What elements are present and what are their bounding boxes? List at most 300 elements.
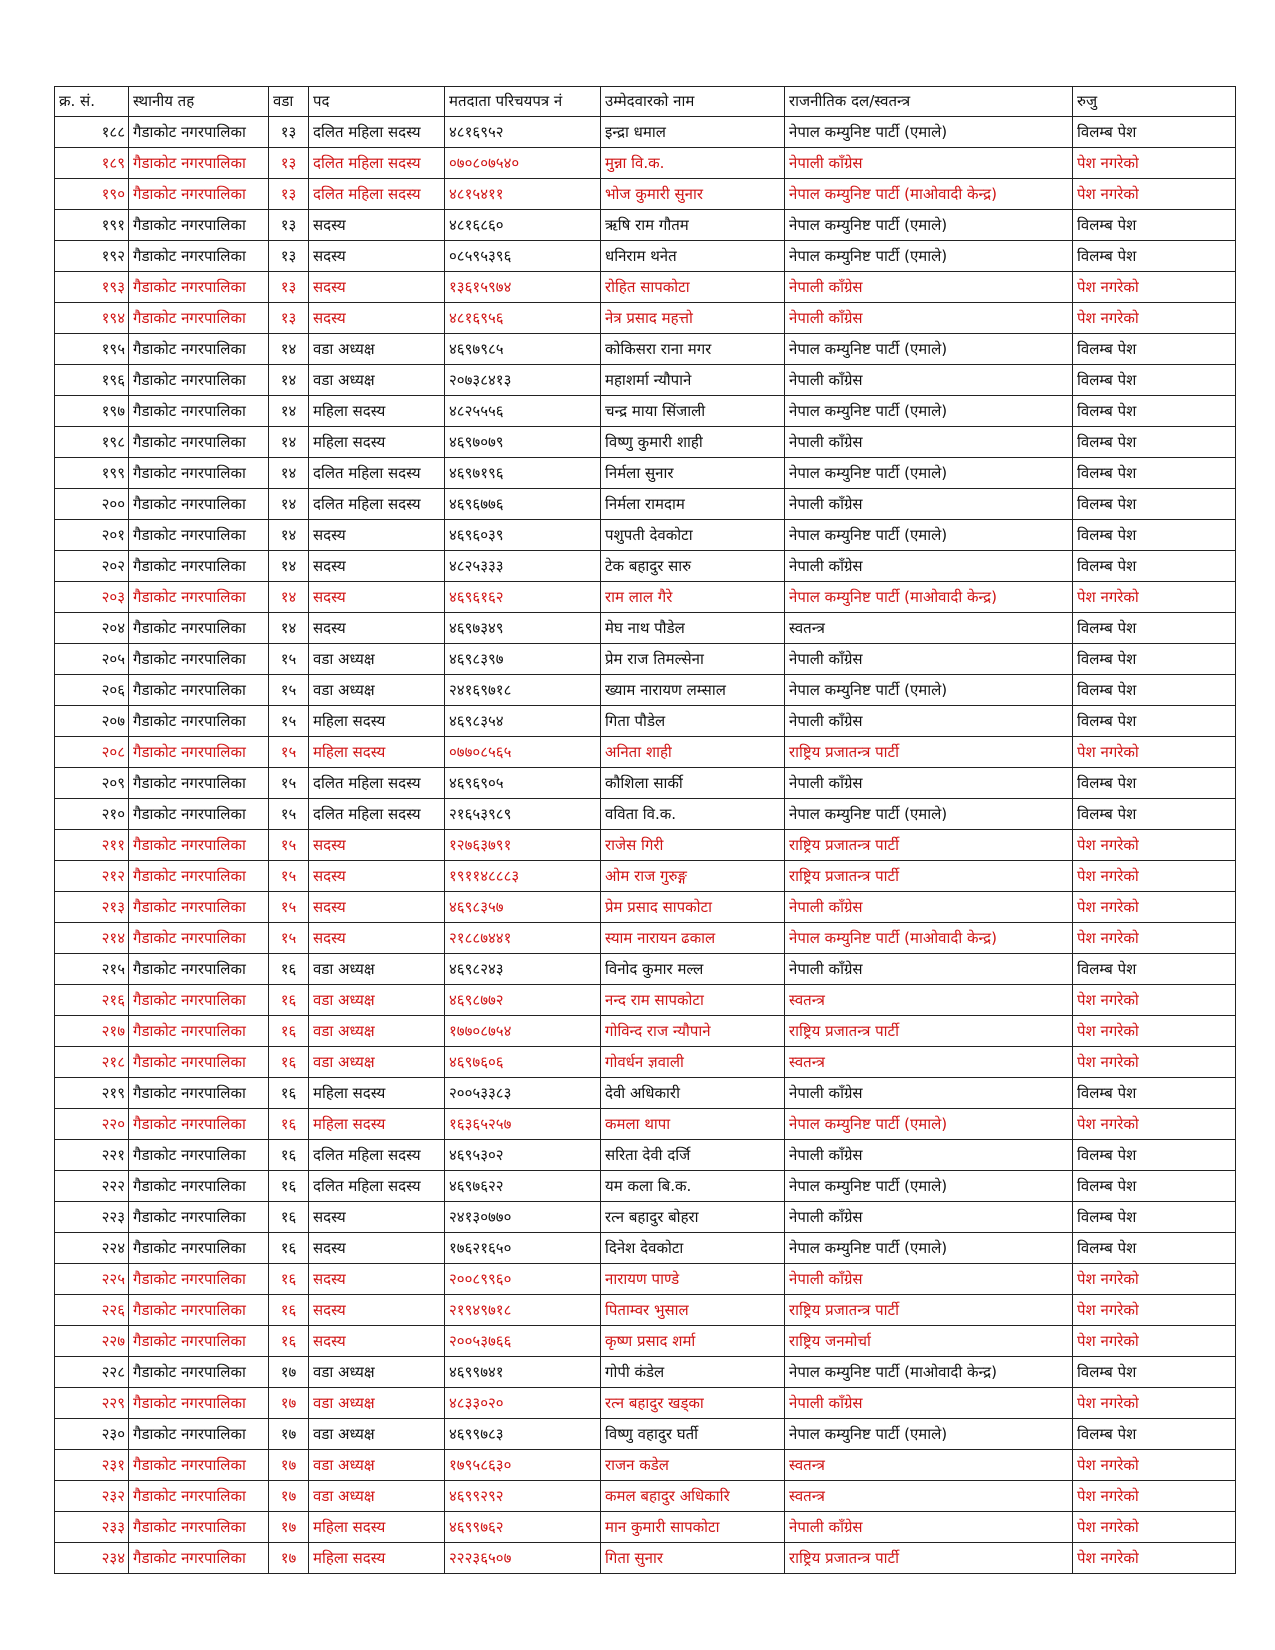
cell-candidate-name: ओम राज गुरुङ्ग [601, 861, 785, 892]
table-row [55, 241, 1236, 272]
cell-party: नेपाल कम्युनिष्ट पार्टी (एमाले) [785, 458, 1073, 489]
cell-serial-no: २१४ [55, 923, 129, 954]
cell-post: महिला सदस्य [309, 737, 445, 768]
table-row [55, 985, 1236, 1016]
cell-status: विलम्ब पेश [1073, 334, 1236, 365]
cell-ward: १५ [269, 892, 309, 923]
cell-voter-id: ४६९८२४३ [445, 954, 601, 985]
cell-local-level: गैडाकोट नगरपालिका [129, 1357, 269, 1388]
cell-serial-no: १९४ [55, 303, 129, 334]
cell-voter-id: ४८१६९५२ [445, 117, 601, 148]
cell-voter-id: ०८५९५३९६ [445, 241, 601, 272]
table-row [55, 644, 1236, 675]
cell-local-level: गैडाकोट नगरपालिका [129, 1078, 269, 1109]
cell-party: नेपाल कम्युनिष्ट पार्टी (एमाले) [785, 520, 1073, 551]
cell-serial-no: १९९ [55, 458, 129, 489]
cell-post: दलित महिला सदस्य [309, 458, 445, 489]
cell-post: सदस्य [309, 892, 445, 923]
cell-candidate-name: ख्याम नारायण लम्साल [601, 675, 785, 706]
table-row [55, 1047, 1236, 1078]
cell-local-level: गैडाकोट नगरपालिका [129, 644, 269, 675]
cell-status: विलम्ब पेश [1073, 1078, 1236, 1109]
cell-status: विलम्ब पेश [1073, 1171, 1236, 1202]
cell-local-level: गैडाकोट नगरपालिका [129, 1047, 269, 1078]
cell-post: सदस्य [309, 861, 445, 892]
cell-status: विलम्ब पेश [1073, 1140, 1236, 1171]
cell-party: नेपाल कम्युनिष्ट पार्टी (माओवादी केन्द्र) [785, 179, 1073, 210]
table-row [55, 1233, 1236, 1264]
cell-voter-id: २००५३७६६ [445, 1326, 601, 1357]
cell-ward: १५ [269, 768, 309, 799]
cell-party: नेपाली काँग्रेस [785, 365, 1073, 396]
cell-voter-id: ४६९७९८५ [445, 334, 601, 365]
cell-candidate-name: नारायण पाण्डे [601, 1264, 785, 1295]
cell-status: विलम्ब पेश [1073, 210, 1236, 241]
cell-ward: १६ [269, 1109, 309, 1140]
cell-local-level: गैडाकोट नगरपालिका [129, 1512, 269, 1543]
cell-status: पेश नगरेको [1073, 1388, 1236, 1419]
cell-serial-no: २२७ [55, 1326, 129, 1357]
cell-status: पेश नगरेको [1073, 1264, 1236, 1295]
cell-status: पेश नगरेको [1073, 582, 1236, 613]
cell-ward: १७ [269, 1481, 309, 1512]
cell-voter-id: ४६९८३९७ [445, 644, 601, 675]
cell-party: नेपाल कम्युनिष्ट पार्टी (एमाले) [785, 396, 1073, 427]
cell-post: दलित महिला सदस्य [309, 1171, 445, 1202]
cell-local-level: गैडाकोट नगरपालिका [129, 148, 269, 179]
cell-party: नेपाली काँग्रेस [785, 1202, 1073, 1233]
cell-local-level: गैडाकोट नगरपालिका [129, 1543, 269, 1574]
cell-status: विलम्ब पेश [1073, 1202, 1236, 1233]
cell-post: सदस्य [309, 303, 445, 334]
table-row [55, 892, 1236, 923]
cell-post: दलित महिला सदस्य [309, 768, 445, 799]
cell-serial-no: २२५ [55, 1264, 129, 1295]
cell-party: नेपाली काँग्रेस [785, 551, 1073, 582]
cell-candidate-name: महाशर्मा न्यौपाने [601, 365, 785, 396]
cell-party: नेपाल कम्युनिष्ट पार्टी (माओवादी केन्द्र) [785, 923, 1073, 954]
cell-voter-id: ४८३३०२० [445, 1388, 601, 1419]
cell-local-level: गैडाकोट नगरपालिका [129, 985, 269, 1016]
cell-local-level: गैडाकोट नगरपालिका [129, 1419, 269, 1450]
table-row [55, 799, 1236, 830]
cell-candidate-name: राजन कडेल [601, 1450, 785, 1481]
cell-voter-id: ४६९९७६२ [445, 1512, 601, 1543]
cell-status: पेश नगरेको [1073, 1047, 1236, 1078]
cell-local-level: गैडाकोट नगरपालिका [129, 737, 269, 768]
cell-voter-id: २१८८७४४१ [445, 923, 601, 954]
cell-post: वडा अध्यक्ष [309, 1388, 445, 1419]
table-row [55, 1450, 1236, 1481]
cell-voter-id: २००८९९६० [445, 1264, 601, 1295]
cell-serial-no: २२८ [55, 1357, 129, 1388]
cell-post: सदस्य [309, 1202, 445, 1233]
cell-serial-no: २०८ [55, 737, 129, 768]
cell-voter-id: ४६९९७४१ [445, 1357, 601, 1388]
cell-party: नेपाल कम्युनिष्ट पार्टी (एमाले) [785, 117, 1073, 148]
table-row [55, 582, 1236, 613]
cell-ward: १६ [269, 954, 309, 985]
cell-ward: १६ [269, 1078, 309, 1109]
cell-candidate-name: राम लाल गैरे [601, 582, 785, 613]
cell-ward: १४ [269, 396, 309, 427]
cell-candidate-name: कौशिला सार्की [601, 768, 785, 799]
cell-post: महिला सदस्य [309, 1543, 445, 1574]
cell-serial-no: २१९ [55, 1078, 129, 1109]
cell-serial-no: १८९ [55, 148, 129, 179]
cell-post: सदस्य [309, 210, 445, 241]
cell-post: सदस्य [309, 1326, 445, 1357]
cell-local-level: गैडाकोट नगरपालिका [129, 954, 269, 985]
cell-ward: १३ [269, 272, 309, 303]
cell-candidate-name: चन्द्र माया सिंजाली [601, 396, 785, 427]
table-row [55, 1357, 1236, 1388]
cell-status: पेश नगरेको [1073, 985, 1236, 1016]
cell-ward: १४ [269, 582, 309, 613]
cell-candidate-name: प्रेम प्रसाद सापकोटा [601, 892, 785, 923]
cell-local-level: गैडाकोट नगरपालिका [129, 489, 269, 520]
cell-party: नेपाल कम्युनिष्ट पार्टी (एमाले) [785, 1233, 1073, 1264]
cell-serial-no: २१८ [55, 1047, 129, 1078]
cell-party: स्वतन्त्र [785, 613, 1073, 644]
table-row [55, 706, 1236, 737]
cell-ward: १६ [269, 1140, 309, 1171]
cell-party: राष्ट्रिय जनमोर्चा [785, 1326, 1073, 1357]
cell-voter-id: १७९५८६३० [445, 1450, 601, 1481]
cell-candidate-name: इन्द्रा धमाल [601, 117, 785, 148]
cell-candidate-name: गोपी कंडेल [601, 1357, 785, 1388]
cell-ward: १४ [269, 365, 309, 396]
cell-serial-no: २०५ [55, 644, 129, 675]
cell-candidate-name: विष्णु कुमारी शाही [601, 427, 785, 458]
cell-candidate-name: नन्द राम सापकोटा [601, 985, 785, 1016]
cell-post: वडा अध्यक्ष [309, 675, 445, 706]
cell-local-level: गैडाकोट नगरपालिका [129, 1016, 269, 1047]
cell-ward: १७ [269, 1450, 309, 1481]
cell-ward: १३ [269, 117, 309, 148]
cell-ward: १४ [269, 520, 309, 551]
table-row [55, 1388, 1236, 1419]
cell-serial-no: २१२ [55, 861, 129, 892]
cell-serial-no: २११ [55, 830, 129, 861]
cell-party: नेपाली काँग्रेस [785, 303, 1073, 334]
cell-party: नेपाली काँग्रेस [785, 427, 1073, 458]
cell-party: नेपाल कम्युनिष्ट पार्टी (एमाले) [785, 675, 1073, 706]
cell-party: नेपाल कम्युनिष्ट पार्टी (एमाले) [785, 799, 1073, 830]
cell-local-level: गैडाकोट नगरपालिका [129, 1171, 269, 1202]
table-row [55, 303, 1236, 334]
cell-post: वडा अध्यक्ष [309, 644, 445, 675]
cell-voter-id: ४८१६८६० [445, 210, 601, 241]
cell-candidate-name: टेक बहादुर सारु [601, 551, 785, 582]
cell-local-level: गैडाकोट नगरपालिका [129, 613, 269, 644]
cell-local-level: गैडाकोट नगरपालिका [129, 241, 269, 272]
header-party: राजनीतिक दल/स्वतन्त्र [785, 87, 1073, 117]
cell-post: वडा अध्यक्ष [309, 1450, 445, 1481]
cell-party: नेपाली काँग्रेस [785, 1140, 1073, 1171]
cell-voter-id: ४६९६९०५ [445, 768, 601, 799]
cell-serial-no: २३२ [55, 1481, 129, 1512]
cell-post: सदस्य [309, 582, 445, 613]
cell-party: राष्ट्रिय प्रजातन्त्र पार्टी [785, 737, 1073, 768]
cell-party: नेपाली काँग्रेस [785, 644, 1073, 675]
cell-status: विलम्ब पेश [1073, 489, 1236, 520]
cell-post: दलित महिला सदस्य [309, 179, 445, 210]
cell-serial-no: २२६ [55, 1295, 129, 1326]
cell-voter-id: ४६९७१९६ [445, 458, 601, 489]
cell-candidate-name: पिताम्वर भुसाल [601, 1295, 785, 1326]
cell-serial-no: २३३ [55, 1512, 129, 1543]
cell-candidate-name: निर्मला सुनार [601, 458, 785, 489]
cell-party: नेपाली काँग्रेस [785, 1512, 1073, 1543]
cell-ward: १७ [269, 1388, 309, 1419]
cell-candidate-name: विष्णु वहादुर घर्ती [601, 1419, 785, 1450]
cell-post: वडा अध्यक्ष [309, 334, 445, 365]
cell-candidate-name: निर्मला रामदाम [601, 489, 785, 520]
table-row [55, 923, 1236, 954]
cell-ward: १७ [269, 1512, 309, 1543]
cell-status: पेश नगरेको [1073, 861, 1236, 892]
cell-status: पेश नगरेको [1073, 179, 1236, 210]
cell-status: विलम्ब पेश [1073, 1419, 1236, 1450]
table-body [55, 117, 1236, 1574]
cell-party: नेपाल कम्युनिष्ट पार्टी (एमाले) [785, 241, 1073, 272]
cell-ward: १६ [269, 1264, 309, 1295]
header-local-level: स्थानीय तह [129, 87, 269, 117]
cell-status: विलम्ब पेश [1073, 1357, 1236, 1388]
cell-local-level: गैडाकोट नगरपालिका [129, 117, 269, 148]
cell-voter-id: १३६१५९७४ [445, 272, 601, 303]
cell-local-level: गैडाकोट नगरपालिका [129, 861, 269, 892]
cell-party: राष्ट्रिय प्रजातन्त्र पार्टी [785, 830, 1073, 861]
cell-candidate-name: धनिराम थनेत [601, 241, 785, 272]
cell-serial-no: २०० [55, 489, 129, 520]
cell-ward: १५ [269, 644, 309, 675]
cell-status: पेश नगरेको [1073, 1512, 1236, 1543]
table-row [55, 675, 1236, 706]
cell-party: स्वतन्त्र [785, 1047, 1073, 1078]
cell-voter-id: १९११४८८८३ [445, 861, 601, 892]
cell-ward: १५ [269, 923, 309, 954]
cell-voter-id: २०७३८४१३ [445, 365, 601, 396]
cell-ward: १४ [269, 334, 309, 365]
cell-status: पेश नगरेको [1073, 737, 1236, 768]
cell-candidate-name: गिता सुनार [601, 1543, 785, 1574]
cell-ward: १५ [269, 675, 309, 706]
table-row [55, 1512, 1236, 1543]
cell-ward: १४ [269, 458, 309, 489]
table-row [55, 520, 1236, 551]
cell-ward: १३ [269, 303, 309, 334]
cell-serial-no: २०२ [55, 551, 129, 582]
cell-serial-no: १९१ [55, 210, 129, 241]
cell-post: सदस्य [309, 272, 445, 303]
cell-ward: १७ [269, 1543, 309, 1574]
cell-post: महिला सदस्य [309, 1078, 445, 1109]
cell-serial-no: २२४ [55, 1233, 129, 1264]
cell-local-level: गैडाकोट नगरपालिका [129, 923, 269, 954]
cell-voter-id: ०७०८०७५४० [445, 148, 601, 179]
cell-serial-no: २०३ [55, 582, 129, 613]
cell-serial-no: २३१ [55, 1450, 129, 1481]
cell-candidate-name: मान कुमारी सापकोटा [601, 1512, 785, 1543]
cell-serial-no: २१३ [55, 892, 129, 923]
table-row [55, 396, 1236, 427]
cell-post: वडा अध्यक्ष [309, 1357, 445, 1388]
header-voter-id: मतदाता परिचयपत्र नं [445, 87, 601, 117]
cell-post: वडा अध्यक्ष [309, 985, 445, 1016]
cell-status: विलम्ब पेश [1073, 954, 1236, 985]
cell-voter-id: ४६९६७७६ [445, 489, 601, 520]
cell-local-level: गैडाकोट नगरपालिका [129, 210, 269, 241]
cell-serial-no: १९५ [55, 334, 129, 365]
cell-ward: १५ [269, 737, 309, 768]
cell-party: राष्ट्रिय प्रजातन्त्र पार्टी [785, 1016, 1073, 1047]
cell-status: पेश नगरेको [1073, 1481, 1236, 1512]
cell-post: महिला सदस्य [309, 427, 445, 458]
cell-candidate-name: गिता पौडेल [601, 706, 785, 737]
cell-candidate-name: कमला थापा [601, 1109, 785, 1140]
cell-voter-id: २४१६९७१८ [445, 675, 601, 706]
table-row [55, 768, 1236, 799]
cell-voter-id: ४८१५४११ [445, 179, 601, 210]
cell-local-level: गैडाकोट नगरपालिका [129, 1450, 269, 1481]
cell-voter-id: १६३६५२५७ [445, 1109, 601, 1140]
cell-candidate-name: कृष्ण प्रसाद शर्मा [601, 1326, 785, 1357]
cell-local-level: गैडाकोट नगरपालिका [129, 675, 269, 706]
cell-post: सदस्य [309, 923, 445, 954]
cell-voter-id: ४६९८७७२ [445, 985, 601, 1016]
cell-party: नेपाली काँग्रेस [785, 489, 1073, 520]
cell-party: नेपाली काँग्रेस [785, 892, 1073, 923]
cell-status: पेश नगरेको [1073, 1016, 1236, 1047]
cell-status: पेश नगरेको [1073, 923, 1236, 954]
cell-post: महिला सदस्य [309, 1512, 445, 1543]
cell-local-level: गैडाकोट नगरपालिका [129, 892, 269, 923]
cell-local-level: गैडाकोट नगरपालिका [129, 1109, 269, 1140]
table-row [55, 272, 1236, 303]
cell-party: नेपाली काँग्रेस [785, 768, 1073, 799]
cell-candidate-name: मुन्ना वि.क. [601, 148, 785, 179]
cell-ward: १६ [269, 1326, 309, 1357]
cell-local-level: गैडाकोट नगरपालिका [129, 520, 269, 551]
header-row [55, 87, 1236, 117]
cell-candidate-name: कमल बहादुर अधिकारि [601, 1481, 785, 1512]
cell-voter-id: २१६५३९८९ [445, 799, 601, 830]
cell-candidate-name: मेघ नाथ पौडेल [601, 613, 785, 644]
cell-serial-no: १९० [55, 179, 129, 210]
cell-status: विलम्ब पेश [1073, 706, 1236, 737]
cell-status: विलम्ब पेश [1073, 675, 1236, 706]
cell-serial-no: २२२ [55, 1171, 129, 1202]
cell-candidate-name: कोकिसरा राना मगर [601, 334, 785, 365]
cell-serial-no: १९६ [55, 365, 129, 396]
cell-local-level: गैडाकोट नगरपालिका [129, 1202, 269, 1233]
cell-status: पेश नगरेको [1073, 303, 1236, 334]
cell-status: विलम्ब पेश [1073, 520, 1236, 551]
cell-serial-no: १९७ [55, 396, 129, 427]
header-post: पद [309, 87, 445, 117]
cell-voter-id: २१९४९७१८ [445, 1295, 601, 1326]
cell-post: सदस्य [309, 1264, 445, 1295]
cell-status: विलम्ब पेश [1073, 613, 1236, 644]
cell-post: दलित महिला सदस्य [309, 1140, 445, 1171]
table-row [55, 117, 1236, 148]
cell-candidate-name: देवी अधिकारी [601, 1078, 785, 1109]
cell-local-level: गैडाकोट नगरपालिका [129, 1295, 269, 1326]
candidate-table [54, 86, 1236, 1574]
cell-status: विलम्ब पेश [1073, 241, 1236, 272]
cell-voter-id: ४६९८३५४ [445, 706, 601, 737]
cell-voter-id: ४८२५५५६ [445, 396, 601, 427]
table-row [55, 1171, 1236, 1202]
table-row [55, 737, 1236, 768]
cell-candidate-name: अनिता शाही [601, 737, 785, 768]
cell-ward: १४ [269, 489, 309, 520]
table-row [55, 1419, 1236, 1450]
cell-status: विलम्ब पेश [1073, 365, 1236, 396]
cell-party: राष्ट्रिय प्रजातन्त्र पार्टी [785, 1543, 1073, 1574]
cell-ward: १३ [269, 210, 309, 241]
cell-status: विलम्ब पेश [1073, 799, 1236, 830]
cell-ward: १५ [269, 861, 309, 892]
table-header [55, 87, 1236, 117]
cell-post: सदस्य [309, 520, 445, 551]
cell-ward: १६ [269, 1016, 309, 1047]
cell-party: नेपाल कम्युनिष्ट पार्टी (माओवादी केन्द्र) [785, 582, 1073, 613]
cell-ward: १३ [269, 179, 309, 210]
cell-ward: १६ [269, 985, 309, 1016]
cell-ward: १५ [269, 830, 309, 861]
cell-serial-no: २२१ [55, 1140, 129, 1171]
cell-post: दलित महिला सदस्य [309, 117, 445, 148]
header-ward: वडा [269, 87, 309, 117]
cell-party: नेपाली काँग्रेस [785, 148, 1073, 179]
cell-status: पेश नगरेको [1073, 1109, 1236, 1140]
cell-local-level: गैडाकोट नगरपालिका [129, 582, 269, 613]
cell-voter-id: ४६९७६२२ [445, 1171, 601, 1202]
cell-local-level: गैडाकोट नगरपालिका [129, 706, 269, 737]
cell-ward: १४ [269, 613, 309, 644]
cell-post: वडा अध्यक्ष [309, 365, 445, 396]
table-row [55, 613, 1236, 644]
cell-party: नेपाल कम्युनिष्ट पार्टी (माओवादी केन्द्र) [785, 1357, 1073, 1388]
cell-serial-no: २२० [55, 1109, 129, 1140]
cell-post: वडा अध्यक्ष [309, 954, 445, 985]
cell-voter-id: ४६९७०७९ [445, 427, 601, 458]
cell-post: वडा अध्यक्ष [309, 1419, 445, 1450]
cell-local-level: गैडाकोट नगरपालिका [129, 768, 269, 799]
table-row [55, 830, 1236, 861]
cell-status: पेश नगरेको [1073, 892, 1236, 923]
cell-status: विलम्ब पेश [1073, 644, 1236, 675]
table-row [55, 1109, 1236, 1140]
cell-serial-no: २३४ [55, 1543, 129, 1574]
cell-voter-id: ४६९७६०६ [445, 1047, 601, 1078]
cell-local-level: गैडाकोट नगरपालिका [129, 427, 269, 458]
cell-voter-id: ४६९९७८३ [445, 1419, 601, 1450]
cell-status: पेश नगरेको [1073, 830, 1236, 861]
cell-serial-no: २१० [55, 799, 129, 830]
cell-party: नेपाली काँग्रेस [785, 272, 1073, 303]
cell-serial-no: २३० [55, 1419, 129, 1450]
cell-local-level: गैडाकोट नगरपालिका [129, 365, 269, 396]
table-row [55, 334, 1236, 365]
table-row [55, 1140, 1236, 1171]
table-row [55, 210, 1236, 241]
cell-party: राष्ट्रिय प्रजातन्त्र पार्टी [785, 861, 1073, 892]
cell-voter-id: ४६९८३५७ [445, 892, 601, 923]
